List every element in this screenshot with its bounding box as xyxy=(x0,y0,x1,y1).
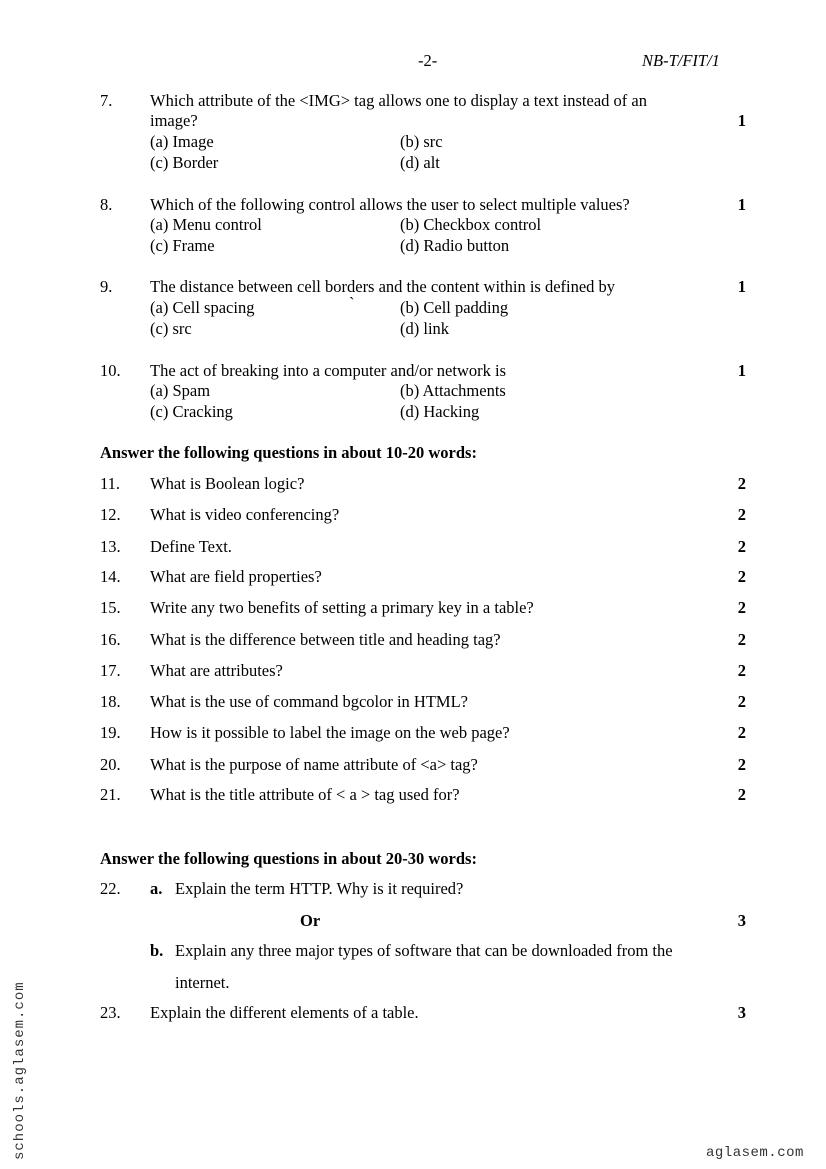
question-marks: 2 xyxy=(737,630,746,649)
question-text: Which attribute of the <IMG> tag allows one to display a text instead of an xyxy=(150,91,647,110)
page-number: -2- xyxy=(418,51,438,70)
question-text: Explain the term HTTP. Why is it required? xyxy=(175,879,464,898)
question-text: Explain any three major types of software that can be downloaded from the xyxy=(175,941,673,960)
question-marks: 2 xyxy=(737,537,746,556)
question-number: 22. xyxy=(100,879,121,898)
option-a: (a) Spam xyxy=(150,381,211,400)
question-marks: 1 xyxy=(737,277,746,296)
question-text: Explain the different elements of a table. xyxy=(150,1003,419,1022)
question-number: 10. xyxy=(100,361,121,380)
question-number: 11. xyxy=(100,474,121,493)
option-a: (a) Menu control xyxy=(150,215,262,234)
question-text: What is the use of command bgcolor in HTML? xyxy=(150,692,469,711)
question-marks: 2 xyxy=(737,598,746,617)
option-a: (a) Cell spacing xyxy=(150,298,255,317)
question-marks: 3 xyxy=(737,911,746,930)
option-b: (b) Cell padding xyxy=(400,298,509,317)
question-marks: 1 xyxy=(737,195,746,214)
option-c: (c) Cracking xyxy=(150,402,233,421)
option-d: (d) link xyxy=(400,319,450,338)
question-number: 15. xyxy=(100,598,121,617)
option-c: (c) src xyxy=(150,319,192,338)
question-marks: 2 xyxy=(737,723,746,742)
option-b: (b) Attachments xyxy=(400,381,506,400)
question-number: 12. xyxy=(100,505,121,524)
question-marks: 2 xyxy=(737,474,746,493)
question-number: 19. xyxy=(100,723,121,742)
question-text-cont: internet. xyxy=(175,973,230,992)
question-marks: 2 xyxy=(737,755,746,774)
option-a: (a) Image xyxy=(150,132,214,151)
question-number: 7. xyxy=(100,91,113,110)
question-marks: 3 xyxy=(737,1003,746,1022)
option-b: (b) src xyxy=(400,132,443,151)
question-text: How is it possible to label the image on the web page? xyxy=(150,723,510,742)
question-number: 23. xyxy=(100,1003,121,1022)
question-text: What is the purpose of name attribute of <a> tag? xyxy=(150,755,478,774)
question-number: 21. xyxy=(100,785,121,804)
stray-mark: ` xyxy=(349,294,355,313)
question-number: 13. xyxy=(100,537,121,556)
option-b: (b) Checkbox control xyxy=(400,215,542,234)
question-number: 9. xyxy=(100,277,113,296)
question-number: 14. xyxy=(100,567,121,586)
question-text: The act of breaking into a computer and/or network is xyxy=(150,361,507,380)
question-text: Which of the following control allows the user to select multiple values? xyxy=(150,195,630,214)
or-separator: Or xyxy=(300,911,321,930)
question-text: What are field properties? xyxy=(150,567,322,586)
question-marks: 1 xyxy=(737,361,746,380)
option-d: (d) alt xyxy=(400,153,440,172)
question-number: 16. xyxy=(100,630,121,649)
question-text: Write any two benefits of setting a primary key in a table? xyxy=(150,598,534,617)
subpart-label: a. xyxy=(150,879,163,898)
question-text: The distance between cell borders and the content within is defined by xyxy=(150,277,616,296)
paper-code: NB-T/FIT/1 xyxy=(642,51,720,70)
question-number: 17. xyxy=(100,661,121,680)
question-text: What is Boolean logic? xyxy=(150,474,305,493)
question-text: What is the title attribute of < a > tag used for? xyxy=(150,785,460,804)
question-text: Define Text. xyxy=(150,537,232,556)
question-marks: 2 xyxy=(737,661,746,680)
question-text: What are attributes? xyxy=(150,661,283,680)
question-text-cont: image? xyxy=(150,111,198,130)
option-d: (d) Hacking xyxy=(400,402,480,421)
question-text: What is the difference between title and heading tag? xyxy=(150,630,501,649)
option-c: (c) Border xyxy=(150,153,219,172)
question-marks: 2 xyxy=(737,785,746,804)
option-d: (d) Radio button xyxy=(400,236,510,255)
section-heading: Answer the following questions in about 20-30 words: xyxy=(100,849,477,868)
option-c: (c) Frame xyxy=(150,236,215,255)
question-number: 8. xyxy=(100,195,113,214)
side-watermark: schools.aglasem.com xyxy=(12,981,28,1160)
question-marks: 2 xyxy=(737,505,746,524)
question-marks: 1 xyxy=(737,111,746,130)
question-number: 18. xyxy=(100,692,121,711)
question-marks: 2 xyxy=(737,692,746,711)
question-number: 20. xyxy=(100,755,121,774)
subpart-label: b. xyxy=(150,941,164,960)
section-heading: Answer the following questions in about 10-20 words: xyxy=(100,443,477,462)
footer-watermark: aglasem.com xyxy=(706,1145,804,1161)
question-marks: 2 xyxy=(737,567,746,586)
question-text: What is video conferencing? xyxy=(150,505,340,524)
